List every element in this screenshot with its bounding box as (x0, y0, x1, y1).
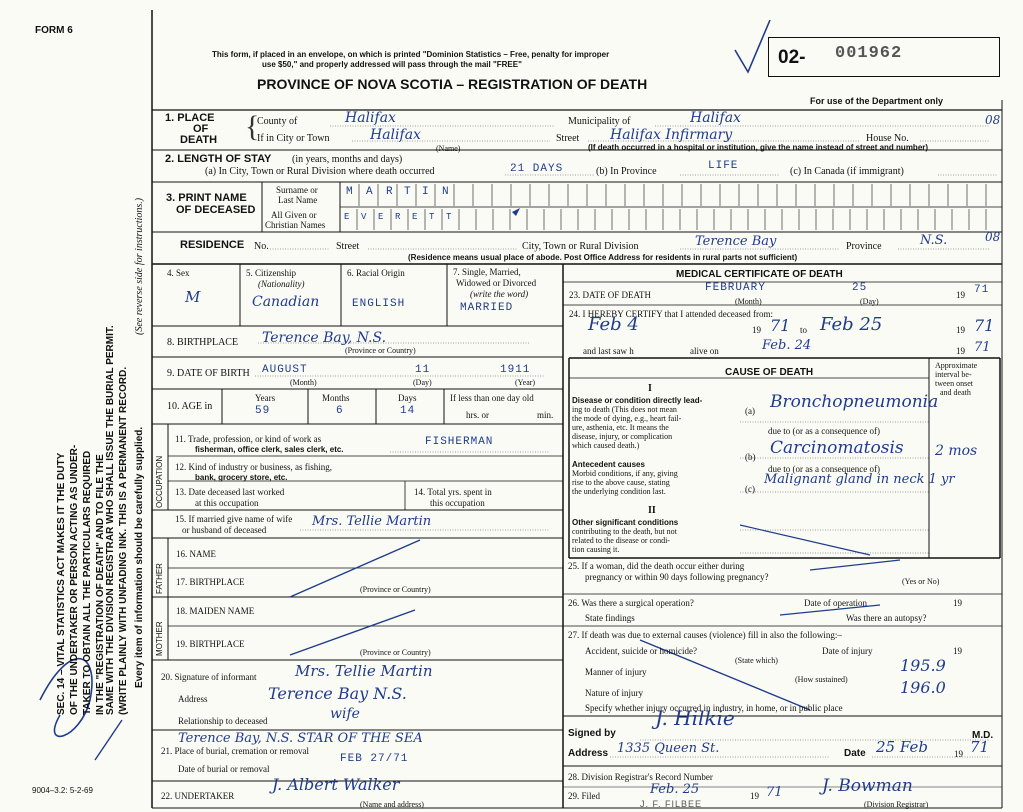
attended-to-prefix: 19 (956, 325, 965, 335)
dob-month-note: (Month) (290, 378, 317, 387)
q26-autopsy: Was there an autopsy? (846, 613, 927, 623)
immediate-label-5: disease, injury, or complication (572, 432, 673, 441)
stay-note: (in years, months and days) (292, 154, 403, 165)
signed-address-label: Address (568, 748, 609, 759)
certify-label: 24. I HEREBY CERTIFY that I attended deceased from: (569, 309, 773, 319)
given-letter: T (446, 212, 453, 222)
sidebar-every-item: Every item of information should be carefully supplied. (134, 426, 145, 688)
signed-date: 25 Feb (876, 738, 928, 756)
birthplace-note: (Province or Country) (345, 346, 416, 355)
antecedent-label-4: the underlying condition last. (572, 487, 666, 496)
surname-letter: N (442, 186, 450, 198)
interval-label-3: tween onset (935, 379, 973, 388)
surname-letter: T (404, 186, 412, 198)
age-days-value: 14 (400, 405, 416, 417)
given-label-2: Christian Names (265, 220, 326, 230)
county-label: County of (257, 116, 298, 127)
cause-a-value: Bronchopneumonia (770, 392, 939, 412)
registrar-stamp: J. F. FILBEE (640, 799, 703, 809)
marital-value: MARRIED (460, 302, 514, 314)
stay-b-label: (b) In Province (596, 166, 657, 177)
undertaker-label: 22. UNDERTAKER (161, 791, 235, 801)
marital-label-3: (write the word) (470, 289, 529, 299)
citizenship-value: Canadian (252, 294, 320, 310)
last-worked-label-1: 13. Date deceased last worked (175, 487, 285, 497)
reg-number: 001962 (835, 44, 903, 63)
immediate-label-6: which caused death.) (572, 441, 640, 450)
burial-date-label: Date of burial or removal (178, 764, 270, 774)
age-min: min. (537, 410, 554, 420)
cause-c-label: (c) (745, 484, 755, 494)
burial-place-value: Terence Bay, N.S. STAR OF THE SEA (178, 731, 423, 746)
stay-a-value: 21 DAYS (510, 163, 564, 175)
mailing-notice-1: This form, if placed in an envelope, on which is printed "Dominion Statistics – Free, penalty for improper (212, 50, 610, 59)
age-years-label: Years (255, 393, 276, 403)
interval-label-2: interval be- (935, 370, 972, 379)
attended-from-prefix: 19 (752, 325, 761, 335)
dob-year-note: (Year) (515, 378, 536, 387)
attended-to: Feb 25 (820, 314, 883, 335)
q25-label-1: 25. If a woman, did the death occur either during (568, 561, 745, 571)
antecedent-label-3: rise to the above cause, stating (572, 478, 670, 487)
stay-label: 2. LENGTH OF STAY (165, 153, 272, 165)
racial-label: 6. Racial Origin (347, 268, 405, 278)
q27-manner: Manner of injury (585, 667, 647, 677)
municipality-value: Halifax (690, 110, 741, 126)
house-label: House No. (866, 133, 909, 144)
surname-label-1: Surname or (276, 185, 318, 195)
residence-label: RESIDENCE (180, 239, 245, 251)
name-label-2: OF DECEASED (176, 204, 256, 216)
signed-year-prefix: 19 (954, 749, 963, 759)
other-label-1: Other significant conditions (572, 518, 679, 527)
surname-letter: I (422, 186, 430, 198)
cause-title: CAUSE OF DEATH (725, 367, 814, 378)
age-hrs: hrs. or (466, 410, 489, 420)
dob-month: AUGUST (262, 364, 308, 376)
residence-street-label: Street (336, 241, 360, 252)
reg-prefix: 02- (778, 47, 806, 68)
age-years-value: 59 (255, 405, 271, 417)
citizenship-label: 5. Citizenship (246, 268, 296, 278)
marital-label-1: 7. Single, Married, (453, 267, 521, 277)
birthplace-label: 8. BIRTHPLACE (167, 337, 239, 348)
death-date-label: 23. DATE OF DEATH (569, 290, 651, 300)
county-value: Halifax (345, 110, 396, 126)
q27-state-which: (State which) (735, 656, 778, 665)
registrar-signature: J. Bowman (822, 776, 913, 796)
informant-address: Terence Bay N.S. (268, 684, 407, 703)
industry-label-2: bank, grocery store, etc. (195, 473, 288, 482)
signed-by-signature: J. Hilkie (655, 706, 735, 730)
registrar-note: (Division Registrar) (864, 800, 929, 809)
due-to-2: due to (or as a consequence of) (768, 464, 880, 474)
attended-from-year: 71 (770, 316, 791, 335)
city-value: Halifax (370, 127, 421, 143)
immediate-label-4: ure, asthenia, etc. It means the (572, 423, 669, 432)
antecedent-label-2: Morbid conditions, if any, giving (572, 469, 678, 478)
q27-manner-value: 195.9 (900, 656, 946, 675)
given-letter: T (429, 212, 436, 222)
death-year-prefix: 19 (956, 290, 965, 300)
cause-c-value: Malignant gland in neck 1 yr (764, 472, 955, 487)
signed-md: M.D. (972, 730, 994, 741)
filed-year-prefix: 19 (750, 791, 759, 801)
filed-year: 71 (766, 785, 783, 800)
municipality-label: Municipality of (568, 116, 631, 127)
q27-date-injury: Date of injury (822, 646, 873, 656)
given-letter: E (378, 212, 385, 222)
place-label-1: 1. PLACE (165, 112, 215, 124)
marital-label-2: Widowed or Divorced (456, 278, 537, 288)
total-years-label-1: 14. Total yrs. spent in (414, 487, 492, 497)
citizenship-sub: (Nationality) (258, 279, 305, 289)
mother-birthplace-label: 19. BIRTHPLACE (176, 639, 245, 649)
total-years-label-2: this occupation (430, 498, 485, 508)
part-two-label: II (648, 505, 656, 516)
alive-on-label: alive on (690, 346, 719, 356)
age-months-value: 6 (336, 405, 344, 417)
attended-to-year: 71 (974, 316, 995, 335)
record-number-label: 28. Division Registrar's Record Number (568, 772, 713, 782)
given-label-1: All Given or (271, 210, 317, 220)
stay-c-label: (c) In Canada (if immigrant) (790, 166, 904, 177)
other-label-2: contributing to the death, but not (572, 527, 677, 536)
last-saw-label: and last saw h (583, 346, 634, 356)
father-birthplace-label: 17. BIRTHPLACE (176, 577, 245, 587)
q27-year-prefix: 19 (953, 646, 962, 656)
q26-year-prefix: 19 (953, 598, 962, 608)
due-to-1: due to (or as a consequence of) (768, 426, 880, 436)
surname-letter: A (366, 186, 374, 198)
attended-to-label: to (800, 325, 808, 335)
sex-value: M (185, 288, 201, 306)
dob-day: 11 (415, 364, 431, 376)
age-months-label: Months (322, 393, 350, 403)
part-one-label: I (648, 383, 652, 394)
q27-where: Specify whether injury occurred in industry, in home, or in public place (585, 703, 843, 713)
cause-a-label: (a) (745, 406, 755, 416)
cause-b-value: Carcinomatosis (770, 438, 904, 458)
industry-label-1: 12. Kind of industry or business, as fishing, (175, 462, 332, 472)
city-label: If in City or Town (257, 133, 330, 144)
last-saw-year: 71 (974, 340, 991, 355)
form-code: 9004–3.2: 5-2-69 (32, 786, 93, 795)
sidebar-instructions: (See reverse side for instructions.) (134, 197, 145, 335)
spouse-value: Mrs. Tellie Martin (312, 514, 432, 529)
place-label-3: DEATH (180, 134, 218, 146)
other-label-4: tion causing it. (572, 545, 620, 554)
relationship-value: wife (330, 706, 360, 722)
age-days-label: Days (398, 393, 417, 403)
corner-mark-1: 08 (985, 113, 1001, 127)
birthplace-value: Terence Bay, N.S. (262, 330, 387, 346)
last-saw-value: Feb. 24 (762, 338, 812, 353)
dob-day-note: (Day) (413, 378, 432, 387)
stay-b-value: LIFE (708, 160, 739, 172)
name-label-1: 3. PRINT NAME (166, 192, 247, 204)
signed-date-label: Date (844, 748, 866, 759)
sidebar-line-2: OF THE UNDERTAKER OR PERSON ACTING AS UNDER- (69, 444, 80, 715)
form-number: FORM 6 (35, 25, 73, 36)
racial-value: ENGLISH (352, 298, 406, 310)
filed-value: Feb. 25 (650, 782, 700, 797)
q27-nature-value: 196.0 (900, 678, 946, 697)
mother-note: (Province or Country) (360, 648, 431, 657)
sidebar-line-4: IN THE "REGISTRATION OF DEATH" AND TO FILE THE (95, 454, 106, 715)
trade-label-2: fisherman, office clerk, sales clerk, etc. (195, 445, 344, 454)
given-letter: R (395, 212, 402, 222)
informant-signature: Mrs. Tellie Martin (295, 662, 433, 680)
name-note: (Name) (436, 144, 461, 153)
mother-side-label: MOTHER (155, 621, 164, 656)
medical-title: MEDICAL CERTIFICATE OF DEATH (676, 269, 843, 280)
trade-label-1: 11. Trade, profession, or kind of work as (175, 434, 322, 444)
sidebar-line-5: SAME WITH THE DIVISION REGISTRAR WHO SHALL ISSUE THE BURIAL PERMIT. (105, 325, 116, 715)
surname-label-2: Last Name (278, 195, 318, 205)
residence-no-label: No. (254, 241, 269, 252)
cause-b-label: (b) (745, 452, 756, 462)
dob-year: 1911 (500, 364, 531, 376)
q27-label: 27. If death was due to external causes (violence) fill in also the following:– (568, 630, 842, 640)
death-month-note: (Month) (735, 297, 762, 306)
corner-mark-2: 08 (985, 230, 1001, 244)
dept-use-note: For use of the Department only (810, 96, 944, 106)
surname-letter: R (386, 186, 394, 198)
relationship-label: Relationship to deceased (178, 716, 268, 726)
burial-place-label: 21. Place of burial, cremation or removal (161, 746, 309, 756)
q26-label: 26. Was there a surgical operation? (568, 598, 694, 608)
given-letter: E (412, 212, 419, 222)
given-letter: V (361, 212, 368, 222)
immediate-label-1: Disease or condition directly lead- (572, 396, 703, 405)
informant-sig-label: 20. Signature of informant (161, 672, 257, 682)
place-brace: { (245, 110, 260, 143)
occupation-side-label: OCCUPATION (155, 455, 164, 508)
place-label-2: OF (193, 123, 209, 135)
sidebar-line-6: (WRITE PLAINLY WITH UNFADING INK. THIS IS A PERMANENT RECORD. (118, 366, 129, 715)
sidebar-line-1: SEC. 14 – VITAL STATISTICS ACT MAKES IT THE DUTY (56, 452, 67, 715)
father-note: (Province or Country) (360, 585, 431, 594)
father-name-label: 16. NAME (176, 549, 216, 559)
q26-date-label: Date of operation (804, 598, 867, 608)
informant-address-label: Address (178, 694, 208, 704)
age-less-day: If less than one day old (450, 393, 534, 403)
q27-nature: Nature of injury (585, 688, 643, 698)
q27-how: (How sustained) (795, 675, 848, 684)
interval-label-1: Approximate (935, 361, 978, 370)
immediate-label-3: the mode of dying, e.g., heart fail- (572, 414, 682, 423)
form-title: PROVINCE OF NOVA SCOTIA – REGISTRATION OF DEATH (257, 76, 648, 92)
death-day-note: (Day) (860, 297, 879, 306)
death-year: 71 (974, 284, 990, 296)
undertaker-value: J. Albert Walker (272, 775, 400, 794)
sidebar-line-3: TAKER TO OBTAIN ALL THE PARTICULARS REQUIRED (82, 450, 93, 715)
spouse-label-1: 15. If married give name of wife (175, 514, 293, 524)
death-month: FEBRUARY (705, 282, 766, 294)
mother-maiden-label: 18. MAIDEN NAME (176, 606, 255, 616)
check-mark-icon (735, 20, 770, 72)
surname-letter: M (346, 186, 354, 198)
immediate-label-2: ing to death (This does not mean (572, 405, 677, 414)
filed-label: 29. Filed (568, 791, 601, 801)
father-side-label: FATHER (155, 563, 164, 594)
trade-value: FISHERMAN (425, 436, 494, 448)
signed-by-label: Signed by (568, 728, 616, 739)
interval-label-4: and death (940, 388, 971, 397)
q27-accident: Accident, suicide or homicide? (585, 646, 697, 656)
age-label: 10. AGE in (167, 401, 213, 412)
residence-city-value: Terence Bay (695, 234, 777, 249)
dob-label: 9. DATE OF BIRTH (167, 368, 250, 379)
q25-yesno: (Yes or No) (902, 577, 940, 586)
residence-note: (Residence means usual place of abode. Post Office Address for residents in rural parts not sufficient) (408, 253, 798, 262)
street-value: Halifax Infirmary (610, 127, 733, 143)
burial-date-value: FEB 27/71 (340, 753, 409, 765)
mailing-notice-2: use $50," and properly addressed will pass through the mail "FREE" (262, 60, 522, 69)
death-day: 25 (852, 282, 868, 294)
sex-label: 4. Sex (167, 268, 190, 278)
spouse-label-2: or husband of deceased (182, 525, 267, 535)
antecedent-label-1: Antecedent causes (572, 460, 645, 469)
other-label-3: related to the disease or condi- (572, 536, 670, 545)
given-letter: E (344, 212, 351, 222)
signed-address: 1335 Queen St. (617, 741, 720, 756)
signed-year: 71 (970, 738, 990, 756)
street-label: Street (556, 133, 580, 144)
stay-a-label: (a) In City, Town or Rural Division where death occurred (205, 166, 435, 177)
cause-b-interval: 2 mos (935, 443, 978, 459)
last-worked-label-2: at this occupation (195, 498, 259, 508)
hospital-note: (If death occurred in a hospital or institution, give the name instead of street and number) (588, 143, 929, 152)
residence-province-value: N.S. (920, 233, 948, 248)
residence-city-label: City, Town or Rural Division (522, 241, 639, 252)
undertaker-note: (Name and address) (360, 800, 424, 809)
attended-from: Feb 4 (588, 314, 639, 335)
q26-findings: State findings (585, 613, 635, 623)
q25-label-2: pregnancy or within 90 days following pregnancy? (585, 572, 769, 582)
residence-province-label: Province (846, 241, 882, 252)
last-saw-prefix: 19 (956, 346, 965, 356)
